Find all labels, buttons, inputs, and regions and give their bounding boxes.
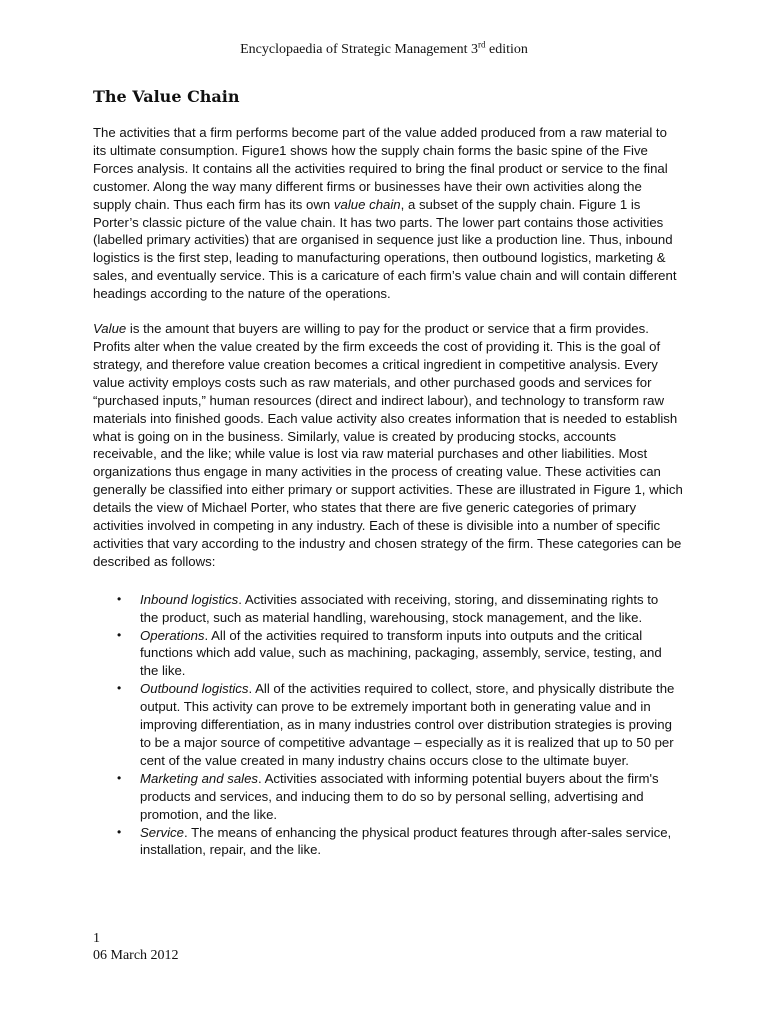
paragraph-value-emphasis: Value	[93, 321, 127, 337]
paragraph-value-text: is the amount that buyers are willing to pay for the product or service that a firm provides. Profits alter when the value created by the firm exceeds the cost of providing it. This is the goal of strategy, and therefore value creation becomes a critical ingredient in competitive analysis. Every value activity employs costs such as raw materials, and other purchased goods and services for “purchased inputs,” human resources (direct and indirect labour), and technology to transform raw materials into finished goods. Each value activity also creates information that is needed to establish what is going on in the business. Similarly, value is created by producing stocks, accounts receivable, and the like; while value is lost via raw material purchases and other liabilities. Most organizations thus engage in many activities in the process of creating value. These activities can generally be classified into either primary or support activities. These are illustrated in Figure 1, which details the view of Michael Porter, who states that there are five generic categories of primary activities involved in competing in any industry. Each of these is divisible into a number of specific activities that vary according to the industry and chosen strategy of the firm. These categories can be described as follows:	[93, 321, 683, 569]
list-item-term: Service	[140, 824, 184, 840]
running-header	[0, 39, 768, 58]
list-item-term: Operations	[140, 627, 205, 643]
list-item-text: . The means of enhancing the physical product features through after-sales service, installation, repair, and the like.	[140, 824, 672, 858]
list-item-text: . All of the activities required to transform inputs into outputs and the critical functions which add value, such as machining, packaging, assembly, service, testing, and the like.	[140, 627, 662, 679]
footer-date: 06 March 2012	[93, 948, 179, 963]
page-footer	[93, 930, 179, 964]
document-body	[93, 124, 683, 859]
list-item-term: Inbound logistics	[140, 591, 239, 607]
list-item	[93, 627, 683, 681]
list-item-text: . Activities associated with informing potential buyers about the firm's products and services, and inducing them to do so by personal selling, advertising and promotion, and the like.	[140, 770, 659, 822]
bullet-icon: •	[117, 681, 122, 696]
list-item	[93, 824, 683, 860]
paragraph-intro-text-b: , a subset of the supply chain. Figure 1 is Porter’s classic picture of the value chain. It has two parts. The lower part contains those activities (labelled primary activities) that are organised in sequence just like a production line. Thus, inbound logistics is the first step, leading to manufacturing operations, then outbound logistics, marketing & sales, and eventually service. This is a caricature of each firm’s value chain and will contain different headings according to the nature of the operations.	[93, 196, 677, 302]
list-item-term: Marketing and sales	[140, 770, 259, 786]
bullet-icon: •	[117, 591, 122, 606]
paragraph-value	[93, 320, 683, 571]
header-title: Encyclopaedia of Strategic Management 3	[240, 42, 478, 57]
header-edition: edition	[485, 42, 528, 57]
paragraph-intro-emphasis: value chain	[333, 196, 401, 212]
list-item	[93, 591, 683, 627]
list-item	[93, 770, 683, 824]
list-item-term: Outbound logistics	[140, 681, 249, 697]
bullet-icon: •	[117, 770, 122, 785]
header-superscript: rd	[478, 39, 486, 50]
paragraph-intro	[93, 124, 683, 303]
list-item-text: . All of the activities required to collect, store, and physically distribute the output. This activity can prove to be extremely important both in generating value and in improving differentiation, as in many industries control over distribution strategies is proving to be a major source of competitive advantage – especially as it is realized that up to 50 per cent of the value created in many industry chains occurs close to the ultimate buyer.	[140, 681, 675, 768]
list-item-text: . Activities associated with receiving, storing, and disseminating rights to the product, such as material handling, warehousing, stock management, and the like.	[140, 591, 659, 625]
paragraph-intro-text-a: The activities that a firm performs become part of the value added produced from a raw material to its ultimate consumption. Figure1 shows how the supply chain forms the basic spine of the Five Forces analysis. It contains all the activities required to bring the final product or service to the final customer. Along the way many different firms or businesses have their own activities along the supply chain. Thus each firm has its own	[93, 125, 668, 212]
section-title: The Value Chain	[93, 87, 240, 106]
primary-activities-list	[93, 591, 683, 860]
page-number: 1	[93, 931, 100, 946]
bullet-icon: •	[117, 627, 122, 642]
list-item	[93, 680, 683, 770]
bullet-icon: •	[117, 824, 122, 839]
